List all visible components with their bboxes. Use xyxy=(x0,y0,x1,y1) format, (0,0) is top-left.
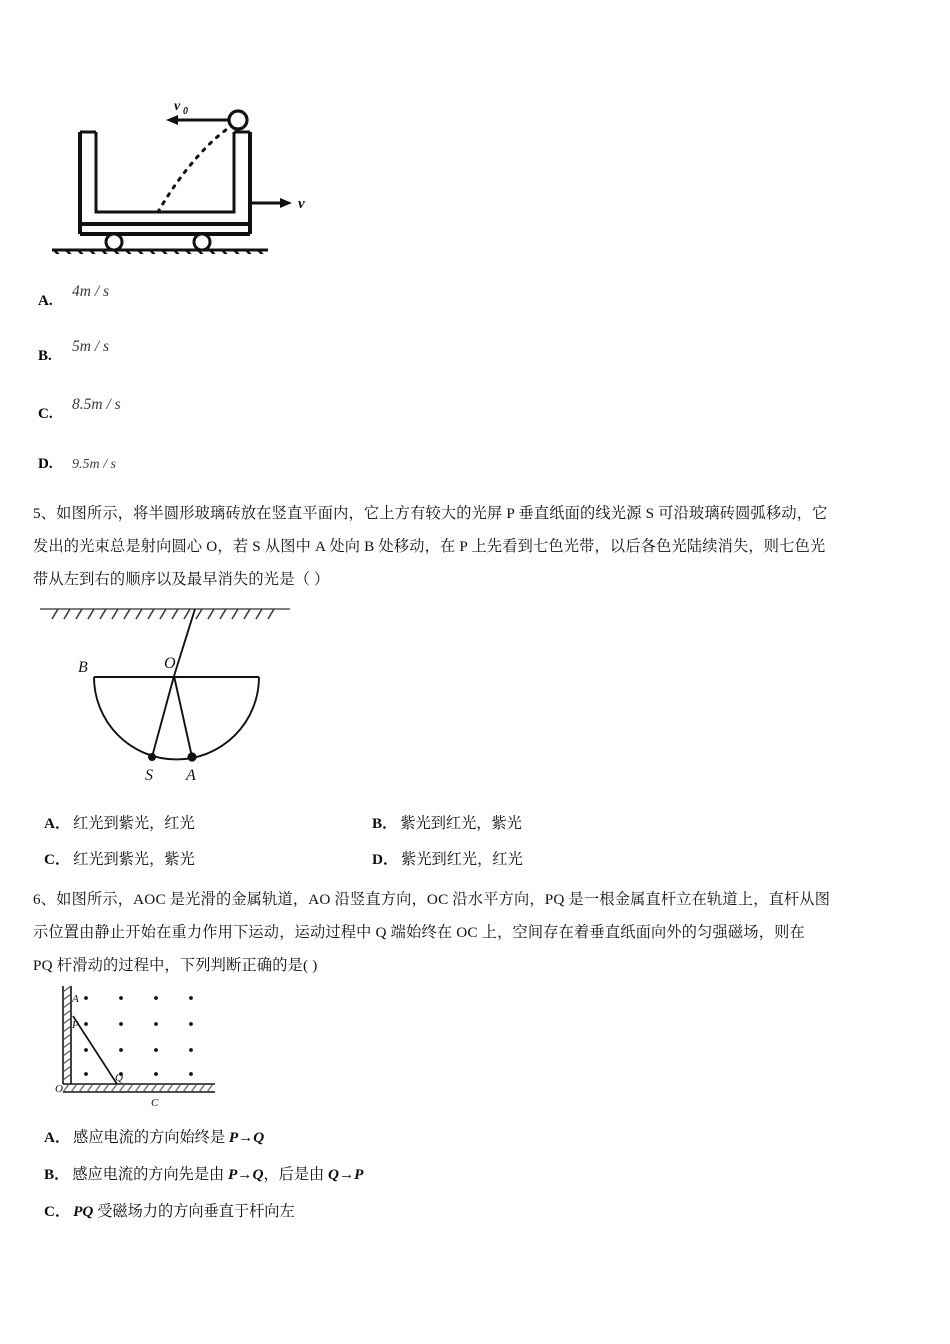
q4-option-d[interactable] xyxy=(38,456,116,473)
label-Q-rod-bottom: Q xyxy=(115,1072,123,1084)
q4-option-b-value: 5m / s xyxy=(72,338,110,355)
q5-option-a-text: 红光到紫光，红光 xyxy=(73,815,195,832)
label-B: B xyxy=(78,659,88,676)
question6-line-3: PQ 杆滑动的过程中，下列判断正确的是( ) xyxy=(33,957,318,974)
q6-option-a-math: P→Q xyxy=(228,1129,265,1146)
q5-option-c-label: C． xyxy=(44,851,71,868)
v0-arrow-head xyxy=(166,115,178,125)
q6-option-b[interactable] xyxy=(44,1163,363,1184)
v0-label: v xyxy=(174,99,181,114)
magnetic-rail-figure xyxy=(55,984,240,1109)
magnetic-field-dots xyxy=(84,996,193,1076)
label-P-rod-top: P xyxy=(72,1019,79,1031)
point-A-marker xyxy=(187,752,196,761)
v-arrow-head xyxy=(280,198,292,208)
q6-option-a-label: A． xyxy=(44,1129,71,1146)
q4-option-c-label: C. xyxy=(38,406,53,422)
question5-line-2: 发出的光束总是射向圆心 O，若 S 从图中 A 处向 B 处移动，在 P 上先看到七色光带，以后各色光陆续消失，则七色光 xyxy=(33,538,826,555)
q5-option-b[interactable] xyxy=(372,812,522,833)
q4-option-a-value: 4m / s xyxy=(72,283,110,300)
question5-line-3: 带从左到右的顺序以及最早消失的光是（ ） xyxy=(33,571,330,588)
q6-option-b-tail: ，后是由 xyxy=(263,1166,328,1183)
q6-option-c-label: C． xyxy=(44,1203,71,1220)
point-S-marker xyxy=(148,753,156,761)
cart-projectile-svg xyxy=(52,84,332,254)
question6-stem xyxy=(33,883,923,982)
q4-option-b-label: B. xyxy=(38,348,52,364)
q6-option-a-text: 感应电流的方向始终是 xyxy=(73,1129,229,1146)
question5-line-1: 5、如图所示，将半圆形玻璃砖放在竖直平面内，它上方有较大的光屏 P 垂直纸面的线光源 S 可沿玻璃砖圆弧移动，它 xyxy=(33,505,828,522)
question6-line-1: 6、如图所示，AOC 是光滑的金属轨道，AO 沿竖直方向，OC 沿水平方向，PQ 是一根金属直杆立在轨道上，直杆从图 xyxy=(33,891,831,908)
cart-inner-wall xyxy=(96,132,234,212)
wheel-left-icon xyxy=(106,234,122,250)
q4-option-d-label: D. xyxy=(38,456,53,472)
q4-option-c[interactable] xyxy=(38,396,121,422)
q5-option-d[interactable] xyxy=(372,848,523,869)
ray-from-point-A xyxy=(152,676,174,757)
q4-option-a-label: A. xyxy=(38,293,53,309)
q5-option-a-label: A． xyxy=(44,815,71,832)
q6-option-b-label: B． xyxy=(44,1166,70,1183)
question5-stem xyxy=(33,497,923,596)
label-A-rail: A xyxy=(72,993,79,1005)
q5-option-b-text: 紫光到红光，紫光 xyxy=(400,815,522,832)
q4-option-b[interactable] xyxy=(38,338,110,364)
cart-projectile-figure xyxy=(52,84,332,254)
q6-option-b-text: 感应电流的方向先是由 xyxy=(72,1166,228,1183)
screen-hatching xyxy=(52,609,274,619)
magnetic-rail-svg xyxy=(55,984,240,1109)
cart-outer-wall xyxy=(80,132,250,224)
v-label: v xyxy=(298,196,305,212)
ray-from-source-S xyxy=(174,676,192,757)
q4-option-a[interactable] xyxy=(38,283,110,309)
q4-option-c-value: 8.5m / s xyxy=(72,396,121,413)
horizontal-rail-hatching xyxy=(63,1084,213,1092)
semicircular-glass-svg xyxy=(40,600,340,790)
vertical-rail-hatching xyxy=(63,986,71,1080)
wheel-right-icon xyxy=(194,234,210,250)
label-C-rail: C xyxy=(151,1097,159,1109)
q6-option-b-math2: Q→P xyxy=(327,1166,364,1183)
q5-option-d-text: 紫光到红光，红光 xyxy=(401,851,523,868)
q5-option-d-label: D． xyxy=(372,851,399,868)
semicircular-glass-figure xyxy=(40,600,340,790)
q6-option-c-math: PQ xyxy=(73,1203,94,1220)
q5-option-a[interactable] xyxy=(44,812,195,833)
rod-PQ xyxy=(73,1016,117,1084)
label-A: A xyxy=(186,767,196,784)
q6-option-c[interactable] xyxy=(44,1200,295,1221)
label-O: O xyxy=(164,655,176,672)
label-O-origin: O xyxy=(55,1083,63,1095)
q6-option-c-text: 受磁场力的方向垂直于杆向左 xyxy=(93,1203,295,1220)
question6-line-2: 示位置由静止开始在重力作用下运动，运动过程中 Q 端始终在 OC 上，空间存在着垂直纸面向外的匀强磁场，则在 xyxy=(33,924,805,941)
q5-option-c-text: 红光到紫光，紫光 xyxy=(73,851,195,868)
label-S: S xyxy=(145,767,153,784)
q4-option-d-value: 9.5m / s xyxy=(72,457,116,472)
trajectory-dashed-path xyxy=(158,127,230,212)
q6-option-a[interactable] xyxy=(44,1126,264,1147)
q5-option-c[interactable] xyxy=(44,848,195,869)
q6-option-b-math: P→Q xyxy=(228,1166,264,1183)
q5-option-b-label: B． xyxy=(372,815,398,832)
ball-icon xyxy=(229,111,247,129)
v0-subscript: 0 xyxy=(183,106,188,117)
